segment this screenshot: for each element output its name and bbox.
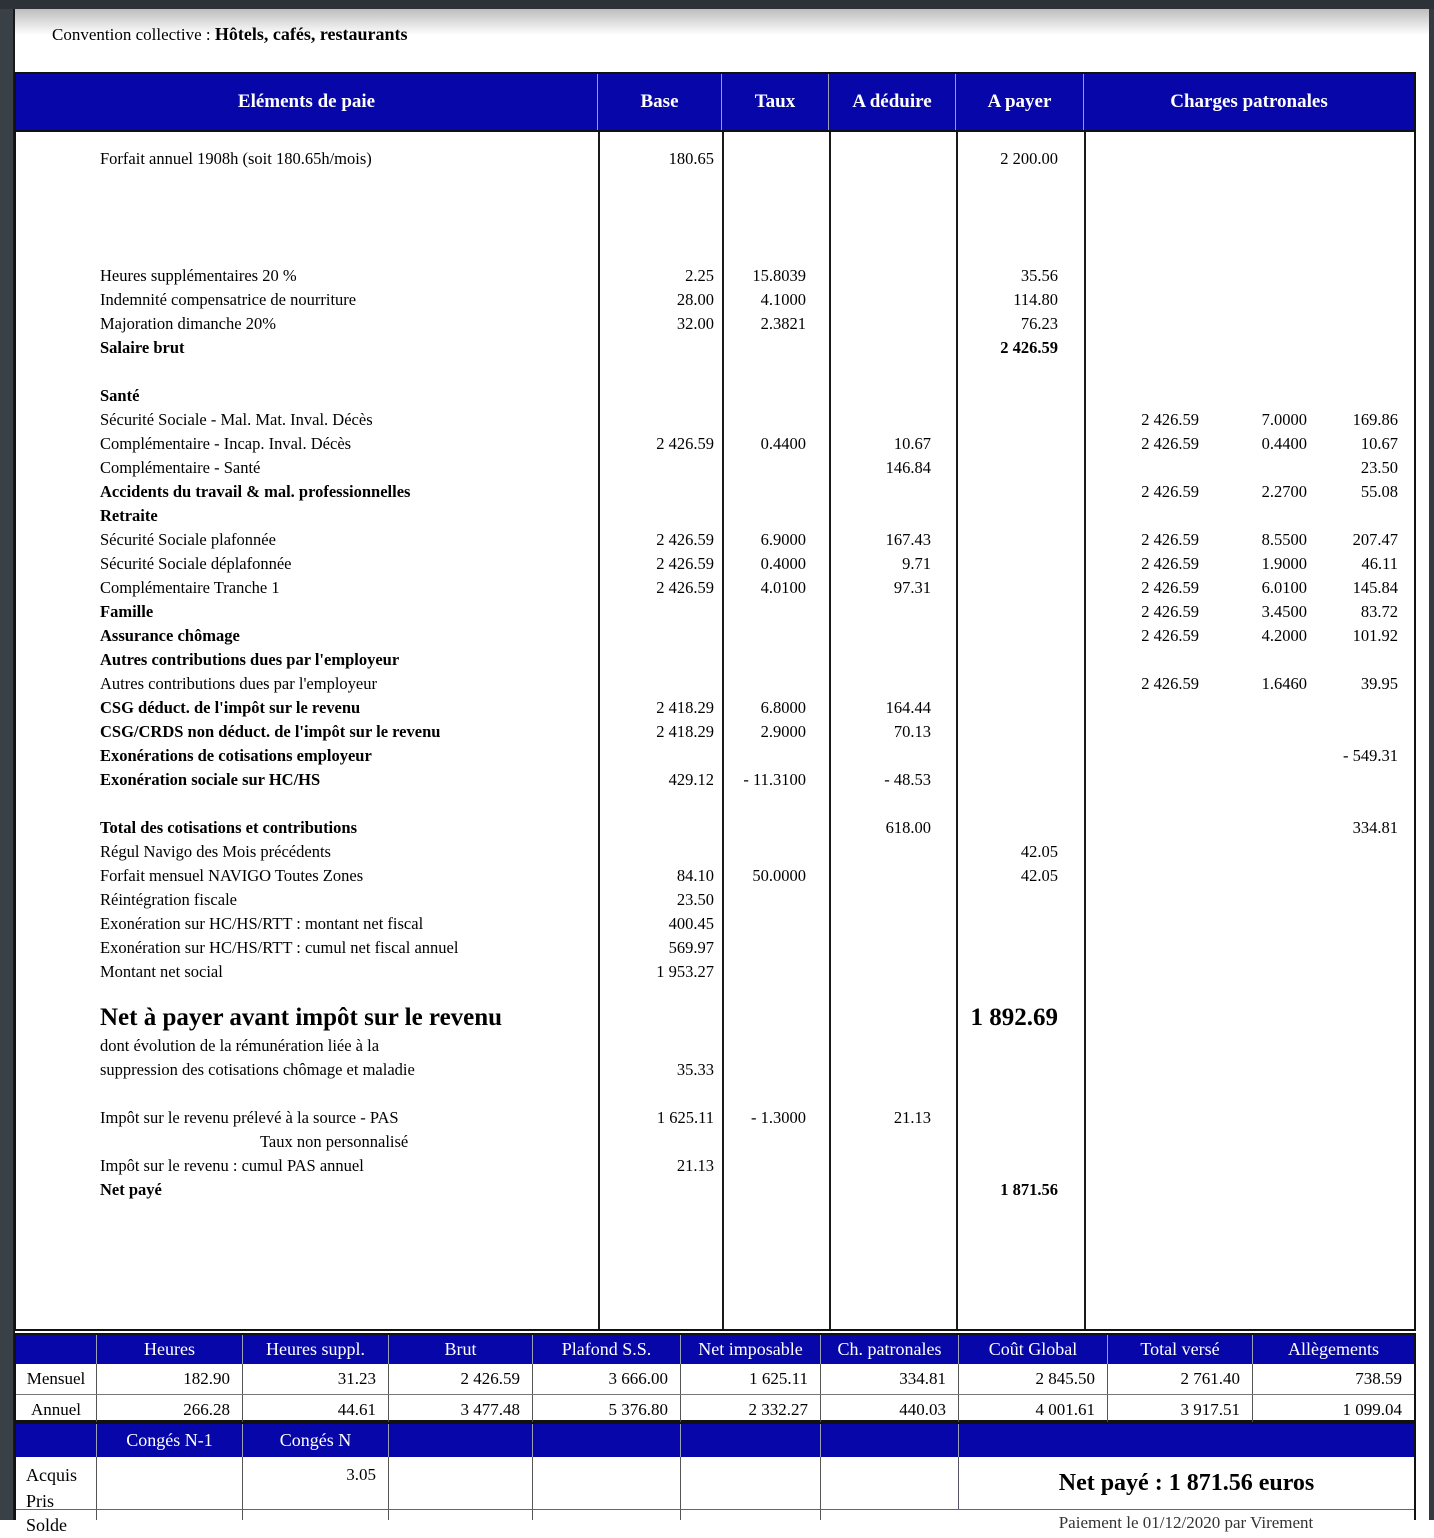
row-label: Exonérations de cotisations employeur	[100, 746, 372, 765]
summary-header-Heures: Heures	[96, 1335, 242, 1364]
cell-taux: 2.9000	[760, 722, 806, 741]
cell-pay: 2 426.59	[1000, 338, 1058, 357]
header-a-payer: A payer	[956, 74, 1084, 130]
cell-ded: - 48.53	[884, 770, 931, 789]
cell-base: 84.10	[676, 866, 714, 885]
cell-ded: 10.67	[893, 434, 931, 453]
row-label: Assurance chômage	[100, 626, 240, 645]
viewer-top-bar	[0, 0, 1434, 9]
summary-value: 5 376.80	[532, 1395, 680, 1424]
column-divider	[820, 1457, 821, 1520]
payroll-row	[16, 1178, 1414, 1202]
payroll-row	[16, 456, 1414, 480]
summary-value: 3 666.00	[532, 1364, 680, 1394]
cell-base: 28.00	[676, 290, 714, 309]
payroll-row	[16, 288, 1414, 312]
payroll-row	[16, 480, 1414, 504]
row-label: Exonération sociale sur HC/HS	[100, 770, 321, 789]
cell-cpa: 334.81	[1352, 818, 1398, 837]
summary-value: 266.28	[96, 1395, 242, 1424]
cell-cpa: 101.92	[1352, 626, 1398, 645]
cell-pay: 42.05	[1020, 842, 1058, 861]
cell-cpb: 2 426.59	[1141, 482, 1199, 501]
conges-row-label-solde: Solde	[26, 1515, 68, 1535]
payroll-row	[16, 600, 1414, 624]
cell-ded: 146.84	[885, 458, 931, 477]
payroll-row	[16, 864, 1414, 888]
convention-label: Convention collective :	[52, 25, 211, 44]
net-paye-total: Net payé : 1 871.56 euros	[958, 1457, 1414, 1509]
cell-taux: 2.3821	[760, 314, 806, 333]
conges-header-blank	[680, 1424, 820, 1457]
cell-ded: 97.31	[893, 578, 931, 597]
row-label: Sécurité Sociale plafonnée	[100, 530, 276, 549]
cell-ded: 164.44	[885, 698, 931, 717]
summary-header-Net imposable: Net imposable	[680, 1335, 820, 1364]
cell-taux: 0.4000	[760, 554, 806, 573]
cell-cpa: 10.67	[1360, 434, 1398, 453]
row-divider	[16, 1509, 1414, 1510]
summary-header-Ch. patronales: Ch. patronales	[820, 1335, 958, 1364]
cell-ded: 21.13	[893, 1108, 931, 1127]
payroll-row	[16, 408, 1414, 432]
summary-header-blank	[16, 1335, 96, 1364]
payroll-row	[16, 744, 1414, 768]
payroll-row	[16, 264, 1414, 288]
summary-value: 2 426.59	[388, 1364, 532, 1394]
row-label: Famille	[100, 602, 154, 621]
row-label: Total des cotisations et contributions	[100, 818, 357, 837]
summary-header-Brut: Brut	[388, 1335, 532, 1364]
summary-value: 1 625.11	[680, 1364, 820, 1394]
viewer-left-edge	[0, 9, 13, 1520]
payroll-row	[16, 432, 1414, 456]
payroll-row	[16, 552, 1414, 576]
cell-taux: 50.0000	[752, 866, 806, 885]
cell-pay: 42.05	[1020, 866, 1058, 885]
summary-value: 738.59	[1252, 1364, 1414, 1394]
header-taux: Taux	[722, 74, 829, 130]
convention-value: Hôtels, cafés, restaurants	[214, 24, 408, 44]
cell-pay: 2 200.00	[1000, 149, 1058, 168]
summary-row-label: Mensuel	[26, 1369, 86, 1388]
summary-value: 1 099.04	[1252, 1395, 1414, 1424]
payroll-row	[16, 888, 1414, 912]
cell-cpt: 0.4400	[1261, 434, 1307, 453]
cell-cpb: 2 426.59	[1141, 434, 1199, 453]
payroll-row	[16, 672, 1414, 696]
cell-pay: 1 871.56	[1000, 1180, 1058, 1199]
cell-cpt: 7.0000	[1261, 410, 1307, 429]
row-label: CSG/CRDS non déduct. de l'impôt sur le revenu	[100, 722, 441, 741]
row-label: Exonération sur HC/HS/RTT : montant net fiscal	[100, 914, 424, 933]
cell-cpt: 4.2000	[1261, 626, 1307, 645]
cell-base: 2 426.59	[656, 530, 714, 549]
cell-base: 2 426.59	[656, 554, 714, 573]
cell-cpa: 55.08	[1360, 482, 1398, 501]
conges-header-blank	[820, 1424, 958, 1457]
cell-cpa: 23.50	[1360, 458, 1398, 477]
column-divider	[96, 1457, 97, 1520]
row-label: Sécurité Sociale déplafonnée	[100, 554, 292, 573]
row-label: Forfait mensuel NAVIGO Toutes Zones	[100, 866, 364, 885]
summary-row-annuel	[16, 1394, 1414, 1424]
cell-cpb: 2 426.59	[1141, 530, 1199, 549]
row-label: suppression des cotisations chômage et maladie	[100, 1060, 415, 1079]
payroll-row	[16, 768, 1414, 792]
cell-base: 21.13	[676, 1156, 714, 1175]
summary-value: 440.03	[820, 1395, 958, 1424]
summary-table	[14, 1333, 1416, 1422]
row-label: dont évolution de la rémunération liée à la	[100, 1036, 380, 1055]
cell-base: 2 418.29	[656, 722, 714, 741]
summary-value: 2 761.40	[1107, 1364, 1252, 1394]
cell-base: 400.45	[668, 914, 714, 933]
page-title	[52, 24, 408, 45]
conges-header-merged-cell	[958, 1424, 1414, 1457]
conges-row-label-acquis: Acquis	[26, 1465, 77, 1485]
cell-taux: 6.9000	[760, 530, 806, 549]
row-label: Impôt sur le revenu prélevé à la source - PAS	[100, 1108, 399, 1127]
payroll-row	[16, 840, 1414, 864]
cell-pay: 1 892.69	[970, 1004, 1058, 1031]
payroll-row	[16, 624, 1414, 648]
row-label: Indemnité compensatrice de nourriture	[100, 290, 357, 309]
cell-cpb: 2 426.59	[1141, 626, 1199, 645]
summary-value: 4 001.61	[958, 1395, 1107, 1424]
cell-cpt: 6.0100	[1261, 578, 1307, 597]
cell-base: 23.50	[676, 890, 714, 909]
cell-pay: 114.80	[1013, 290, 1058, 309]
payroll-row	[16, 504, 1414, 528]
row-label: Complémentaire - Santé	[100, 458, 261, 477]
summary-value: 2 332.27	[680, 1395, 820, 1424]
cell-cpb: 2 426.59	[1141, 554, 1199, 573]
cell-cpt: 3.4500	[1261, 602, 1307, 621]
row-label: Forfait annuel 1908h (soit 180.65h/mois)	[100, 149, 372, 168]
row-label: Santé	[100, 386, 140, 405]
cell-taux: 15.8039	[752, 266, 806, 285]
cell-base: 429.12	[668, 770, 714, 789]
cell-cpt: 1.6460	[1261, 674, 1307, 693]
payroll-row	[16, 1058, 1414, 1082]
row-label: Autres contributions dues par l'employeur	[100, 650, 400, 669]
cell-base: 1 953.27	[656, 962, 714, 981]
cell-taux: 0.4400	[760, 434, 806, 453]
cell-base: 35.33	[676, 1060, 714, 1079]
cell-base: 2.25	[685, 266, 714, 285]
summary-value: 334.81	[820, 1364, 958, 1394]
payroll-table-body	[16, 130, 1414, 1329]
summary-header-Heures suppl.: Heures suppl.	[242, 1335, 388, 1364]
conges-header-blank	[388, 1424, 532, 1457]
cell-taux: - 1.3000	[751, 1108, 806, 1127]
header-charges-patronales: Charges patronales	[1170, 91, 1328, 112]
payroll-row	[16, 1154, 1414, 1178]
payroll-row	[16, 1106, 1414, 1130]
row-label: Majoration dimanche 20%	[100, 314, 276, 333]
payroll-row	[16, 336, 1414, 360]
payroll-row	[16, 960, 1414, 984]
row-label: Sécurité Sociale - Mal. Mat. Inval. Décès	[100, 410, 373, 429]
row-label: Exonération sur HC/HS/RTT : cumul net fiscal annuel	[100, 938, 459, 957]
summary-table-header	[16, 1335, 1414, 1364]
cell-taux: 6.8000	[760, 698, 806, 717]
viewer-right-edge	[1429, 9, 1434, 1520]
cell-cpa: - 549.31	[1343, 746, 1398, 765]
row-label: Complémentaire Tranche 1	[100, 578, 280, 597]
row-label: Régul Navigo des Mois précédents	[100, 842, 331, 861]
cell-cpa: 46.11	[1361, 554, 1398, 573]
row-label: Accidents du travail & mal. professionnelles	[100, 482, 411, 501]
column-divider	[532, 1457, 533, 1520]
cell-pay: 35.56	[1020, 266, 1058, 285]
conges-header-Congés N: Congés N	[242, 1424, 388, 1457]
payroll-table	[14, 72, 1416, 1331]
row-label: Impôt sur le revenu : cumul PAS annuel	[100, 1156, 364, 1175]
conges-row-label-pris: Pris	[26, 1491, 55, 1511]
header-base: Base	[598, 74, 722, 130]
conges-table-header	[16, 1424, 1414, 1457]
header-elements-de-paie: Eléments de paie	[16, 74, 598, 130]
cell-ded: 167.43	[885, 530, 931, 549]
cell-cpa: 39.95	[1360, 674, 1398, 693]
payroll-row	[16, 1130, 1414, 1154]
summary-header-Allègements: Allègements	[1252, 1335, 1414, 1364]
summary-row-mensuel	[16, 1364, 1414, 1394]
row-label: Salaire brut	[100, 338, 185, 357]
row-label: CSG déduct. de l'impôt sur le revenu	[100, 698, 361, 717]
payroll-row	[16, 696, 1414, 720]
cell-base: 180.65	[668, 149, 714, 168]
cell-taux: - 11.3100	[743, 770, 806, 789]
cell-cpb: 2 426.59	[1141, 602, 1199, 621]
cell-base: 1 625.11	[656, 1108, 714, 1127]
cell-pay: 76.23	[1020, 314, 1058, 333]
row-label: Réintégration fiscale	[100, 890, 237, 909]
summary-row-label: Annuel	[30, 1400, 82, 1419]
row-label: Autres contributions dues par l'employeur	[100, 674, 377, 693]
payroll-row	[16, 648, 1414, 672]
cell-cpa: 145.84	[1352, 578, 1398, 597]
cell-taux: 4.0100	[760, 578, 806, 597]
cell-base: 2 418.29	[656, 698, 714, 717]
summary-header-Coût Global: Coût Global	[958, 1335, 1107, 1364]
cell-base: 2 426.59	[656, 434, 714, 453]
payroll-row	[16, 147, 1414, 171]
cell-cpt: 1.9000	[1261, 554, 1307, 573]
cell-cpb: 2 426.59	[1141, 674, 1199, 693]
summary-value: 31.23	[242, 1364, 388, 1394]
row-label: Net payé	[100, 1180, 162, 1199]
cell-cpa: 83.72	[1360, 602, 1398, 621]
summary-header-Plafond S.S.: Plafond S.S.	[532, 1335, 680, 1364]
summary-value: 182.90	[96, 1364, 242, 1394]
row-label: Montant net social	[100, 962, 223, 981]
conges-header-Congés N-1: Congés N-1	[96, 1424, 242, 1457]
column-divider	[388, 1457, 389, 1520]
cell-ded: 70.13	[893, 722, 931, 741]
summary-value: 3 477.48	[388, 1395, 532, 1424]
conges-table	[14, 1422, 1416, 1535]
payroll-row	[16, 720, 1414, 744]
row-label: Net à payer avant impôt sur le revenu	[100, 1004, 503, 1031]
cell-cpb: 2 426.59	[1141, 410, 1199, 429]
row-label: Heures supplémentaires 20 %	[100, 266, 297, 285]
conges-acquis-conges-n: 3.05	[346, 1465, 376, 1484]
payroll-row	[16, 384, 1414, 408]
row-label: Taux non personnalisé	[260, 1132, 409, 1151]
payroll-row	[16, 912, 1414, 936]
payroll-row	[16, 576, 1414, 600]
cell-base: 569.97	[668, 938, 714, 957]
conges-header-blank	[16, 1424, 96, 1457]
payment-info: Paiement le 01/12/2020 par Virement	[1058, 1513, 1314, 1532]
payroll-row	[16, 528, 1414, 552]
cell-cpt: 8.5500	[1261, 530, 1307, 549]
payroll-row	[16, 1034, 1414, 1058]
header-a-deduire: A déduire	[829, 74, 956, 130]
cell-taux: 4.1000	[760, 290, 806, 309]
summary-header-Total versé: Total versé	[1107, 1335, 1252, 1364]
column-divider	[680, 1457, 681, 1520]
cell-cpb: 2 426.59	[1141, 578, 1199, 597]
summary-value: 2 845.50	[958, 1364, 1107, 1394]
cell-cpa: 207.47	[1352, 530, 1398, 549]
row-label: Retraite	[100, 506, 158, 525]
cell-cpt: 2.2700	[1261, 482, 1307, 501]
payroll-row	[16, 1001, 1414, 1035]
payroll-row	[16, 816, 1414, 840]
cell-ded: 618.00	[885, 818, 931, 837]
row-label: Complémentaire - Incap. Inval. Décès	[100, 434, 352, 453]
cell-cpa: 169.86	[1352, 410, 1398, 429]
cell-base: 2 426.59	[656, 578, 714, 597]
conges-header-blank	[532, 1424, 680, 1457]
cell-ded: 9.71	[902, 554, 931, 573]
summary-value: 3 917.51	[1107, 1395, 1252, 1424]
cell-base: 32.00	[676, 314, 714, 333]
payroll-table-header	[16, 74, 1414, 130]
payroll-row	[16, 312, 1414, 336]
payroll-row	[16, 936, 1414, 960]
summary-value: 44.61	[242, 1395, 388, 1424]
